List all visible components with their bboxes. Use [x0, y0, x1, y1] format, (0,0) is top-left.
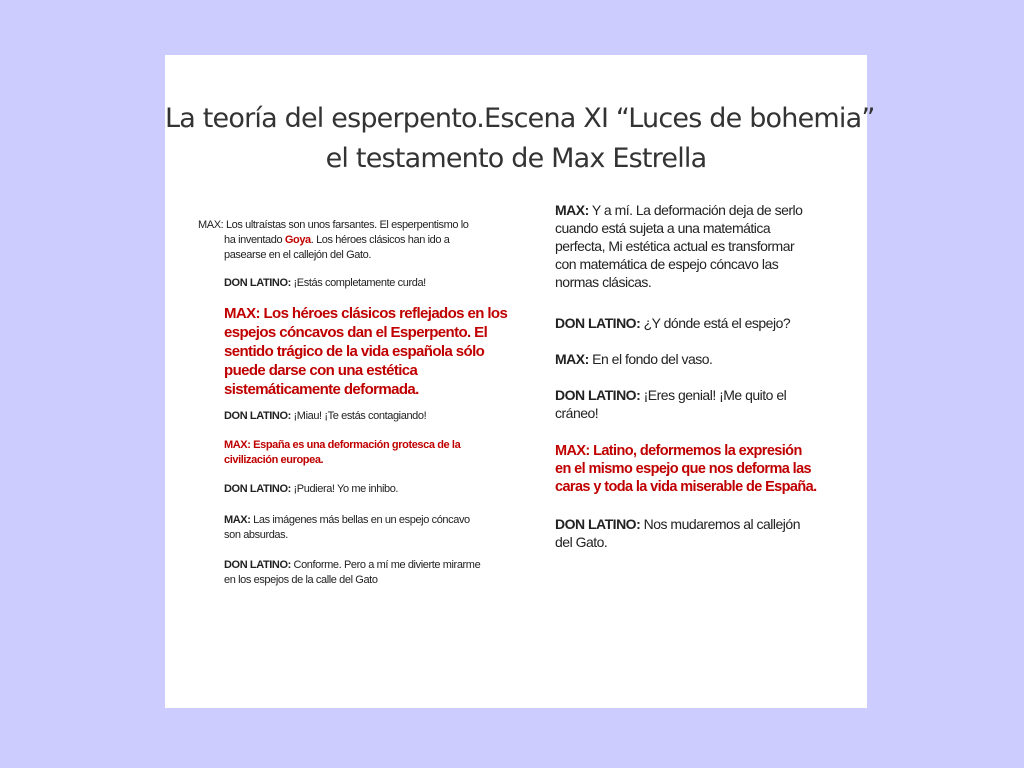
dialogue-don-latino-1: [224, 276, 426, 291]
dialogue-text: MAX: Latino, deformemos la expresión: [555, 443, 802, 459]
dialogue-max-1: [198, 218, 469, 263]
dialogue-text: puede darse con una estética: [224, 362, 418, 379]
dialogue-don-latino-3: [224, 482, 398, 497]
dialogue-max-7-highlight: [555, 442, 817, 496]
dialogue-text: caras y toda la vida miserable de España.: [555, 479, 817, 495]
dialogue-text: normas clásicas.: [555, 274, 652, 290]
dialogue-text: MAX: España es una deformación grotesca de la: [224, 439, 461, 451]
speaker-label: MAX:: [555, 351, 589, 367]
dialogue-text: Nos mudaremos al callejón: [640, 516, 800, 532]
speaker-label: DON LATINO:: [224, 559, 291, 571]
speaker-label: DON LATINO:: [224, 277, 291, 289]
dialogue-don-latino-6: [555, 386, 786, 422]
speaker-label: DON LATINO:: [555, 315, 641, 331]
dialogue-don-latino-5: [555, 314, 790, 332]
title-line-2: el testamento de Max Estrella: [325, 143, 707, 174]
dialogue-text: ¿Y dónde está el espejo?: [640, 315, 791, 331]
dialogue-max-3-highlight: [224, 438, 460, 468]
dialogue-text: en los espejos de la calle del Gato: [224, 574, 378, 586]
dialogue-text: sentido trágico de la vida española sólo: [224, 343, 485, 360]
dialogue-text: Y a mí. La deformación deja de serlo: [588, 202, 803, 218]
dialogue-text: Conforme. Pero a mí me divierte mirarme: [290, 559, 481, 571]
dialogue-text: con matemática de espejo cóncavo las: [555, 256, 779, 272]
dialogue-don-latino-7: [555, 515, 800, 551]
slide-title: [165, 99, 875, 179]
speaker-label: DON LATINO:: [555, 516, 641, 532]
dialogue-text: En el fondo del vaso.: [588, 351, 713, 367]
dialogue-text: en el mismo espejo que nos deforma las: [555, 461, 812, 477]
speaker-label: MAX:: [555, 202, 589, 218]
dialogue-don-latino-2: [224, 409, 426, 424]
dialogue-text: ¡Miau! ¡Te estás contagiando!: [290, 410, 427, 422]
dialogue-text: sistemáticamente deformada.: [224, 381, 419, 398]
dialogue-max-4: [224, 513, 470, 543]
dialogue-text: ¡Pudiera! Yo me inhibo.: [290, 483, 399, 495]
speaker-label: DON LATINO:: [555, 387, 641, 403]
title-line-1: La teoría del esperpento.Escena XI “Luces de bohemia”: [165, 103, 875, 134]
dialogue-max-6: [555, 350, 712, 368]
dialogue-don-latino-4: [224, 558, 480, 588]
dialogue-text: civilización europea.: [224, 454, 324, 466]
dialogue-text: perfecta, Mi estética actual es transformar: [555, 238, 795, 254]
dialogue-text: cuando está sujeta a una matemática: [555, 220, 771, 236]
dialogue-max-5: [555, 201, 802, 291]
dialogue-text: ¡Eres genial! ¡Me quito el: [640, 387, 787, 403]
dialogue-max-2-highlight: [224, 304, 507, 399]
speaker-label: DON LATINO:: [224, 410, 291, 422]
dialogue-text: MAX: Los héroes clásicos reflejados en los: [224, 305, 508, 322]
dialogue-text: Los ultraístas son unos farsantes. El esperpentismo lo: [223, 219, 469, 231]
dialogue-text: ¡Estás completamente curda!: [290, 277, 426, 289]
speaker-label: MAX:: [198, 219, 224, 231]
speaker-label: DON LATINO:: [224, 483, 291, 495]
dialogue-text: pasearse en el callejón del Gato.: [224, 249, 372, 261]
highlight-goya: Goya: [284, 234, 311, 246]
dialogue-text: son absurdas.: [224, 529, 288, 541]
dialogue-text: cráneo!: [555, 405, 599, 421]
dialogue-text: . Los héroes clásicos han ido a: [310, 234, 450, 246]
dialogue-text: del Gato.: [555, 534, 608, 550]
dialogue-text: Las imágenes más bellas en un espejo cóncavo: [250, 514, 470, 526]
dialogue-text: espejos cóncavos dan el Esperpento. El: [224, 324, 488, 341]
speaker-label: MAX:: [224, 514, 251, 526]
dialogue-text: ha inventado: [224, 234, 285, 246]
slide: [165, 55, 875, 708]
